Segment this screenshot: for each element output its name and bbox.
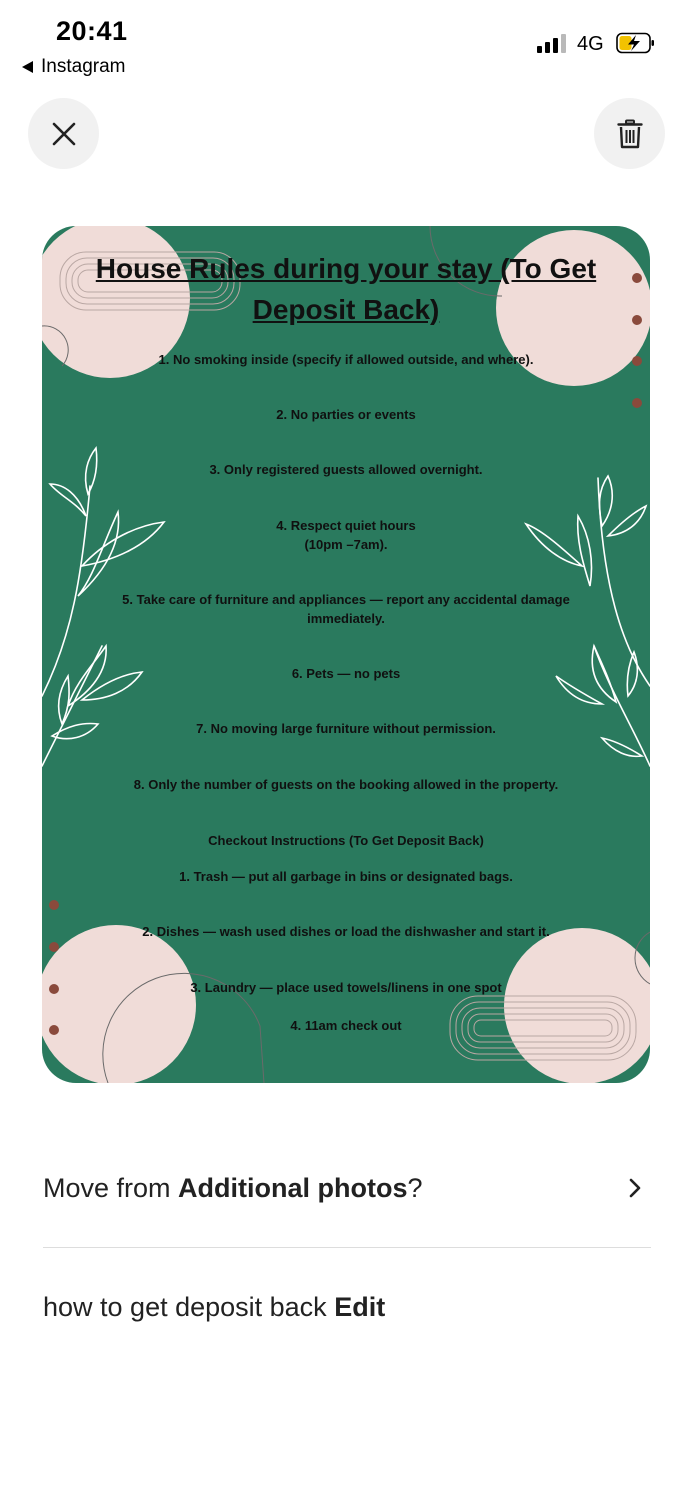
- cellular-signal-icon: [537, 33, 566, 53]
- checkout-4: 4. 11am check out: [290, 1018, 402, 1033]
- network-type: 4G: [577, 33, 604, 55]
- move-from-album-row[interactable]: [43, 1168, 651, 1208]
- back-triangle-icon: [22, 61, 33, 73]
- move-suffix: ?: [407, 1172, 423, 1203]
- edit-caption-button[interactable]: Edit: [334, 1292, 386, 1322]
- house-rules-photo: [42, 226, 650, 1083]
- close-icon: [51, 121, 77, 147]
- rule-4: 4. Respect quiet hours: [276, 518, 416, 533]
- rule-8: 8. Only the number of guests on the booking allowed in the property.: [133, 777, 559, 792]
- rule-2: 2. No parties or events: [276, 407, 416, 422]
- checkout-2: 2. Dishes — wash used dishes or load the dishwasher and start it.: [142, 924, 550, 939]
- move-from-album-text: [43, 1173, 423, 1204]
- move-prefix: Move from: [43, 1172, 179, 1203]
- checkout-heading: Checkout Instructions (To Get Deposit Back): [208, 833, 484, 848]
- battery-charging-icon: [616, 32, 656, 54]
- delete-photo-button[interactable]: [594, 98, 665, 169]
- rule-5: 5. Take care of furniture and appliances — report any accidental damage immediately.: [122, 592, 570, 626]
- photo-caption-row: [43, 1292, 651, 1332]
- photo-caption: how to get deposit back: [43, 1292, 335, 1322]
- rule-6: 6. Pets — no pets: [291, 666, 401, 681]
- row-divider: [43, 1247, 651, 1248]
- bottom-left-circle: [42, 925, 196, 1083]
- poster-title: House Rules during your stay (To Get Deposit Back): [95, 253, 597, 325]
- album-name: Additional photos: [178, 1172, 408, 1203]
- rule-1: 1. No smoking inside (specify if allowed outside, and where).: [158, 352, 534, 367]
- chevron-right-icon: [625, 1176, 645, 1200]
- trash-icon: [617, 119, 643, 149]
- back-to-app-link[interactable]: [22, 56, 125, 78]
- rule-3: 3. Only registered guests allowed overnight.: [209, 462, 483, 477]
- rule-7: 7. No moving large furniture without permission.: [196, 721, 496, 736]
- back-app-label: Instagram: [41, 56, 126, 77]
- checkout-3: 3. Laundry — place used towels/linens in one spot: [190, 980, 502, 995]
- checkout-1: 1. Trash — put all garbage in bins or designated bags.: [179, 869, 513, 884]
- close-button[interactable]: [28, 98, 99, 169]
- status-bar: [0, 0, 693, 90]
- rule-4-hours: (10pm –7am).: [304, 537, 388, 552]
- status-time: 20:41: [56, 16, 128, 46]
